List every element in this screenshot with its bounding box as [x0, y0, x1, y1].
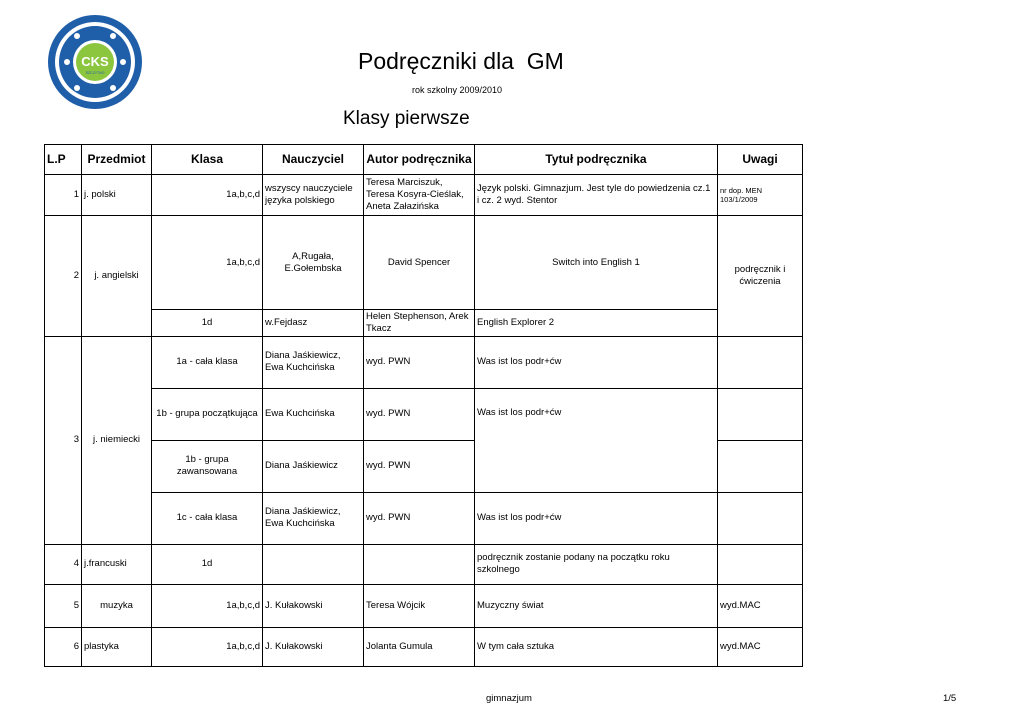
svg-text:CKS: CKS	[81, 54, 109, 69]
title-cell: Was ist los podr+ćw	[475, 492, 718, 544]
table-row	[45, 544, 803, 584]
table-row	[45, 175, 803, 216]
column-header: Tytuł podręcznika	[475, 145, 718, 175]
title-cell: English Explorer 2	[475, 310, 718, 337]
title-cell: W tym cała sztuka	[475, 627, 718, 666]
class-cell: 1b - grupa zawansowana	[152, 440, 263, 492]
lp-cell: 6	[45, 627, 82, 666]
class-cell: 1a,b,c,d	[152, 627, 263, 666]
class-cell: 1d	[152, 310, 263, 337]
footer-label: gimnazjum	[486, 693, 532, 704]
author-cell: wyd. PWN	[364, 492, 475, 544]
subject-cell: j. polski	[82, 175, 152, 216]
teacher-cell: Diana Jaśkiewicz, Ewa Kuchcińska	[263, 492, 364, 544]
author-cell: Teresa Marciszuk, Teresa Kosyra-Cieślak, Aneta Załazińska	[364, 175, 475, 216]
teacher-cell: Ewa Kuchcińska	[263, 388, 364, 440]
teacher-cell: A,Rugała, E.Gołembska	[263, 216, 364, 310]
column-header: Przedmiot	[82, 145, 152, 175]
notes-cell	[718, 388, 803, 440]
title-cell: Was ist los podr+ćw	[475, 388, 718, 492]
table-row	[45, 627, 803, 666]
title-cell: Język polski. Gimnazjum. Jest tyle do powiedzenia cz.1 i cz. 2 wyd. Stentor	[475, 175, 718, 216]
teacher-cell: wszyscy nauczyciele języka polskiego	[263, 175, 364, 216]
subject-cell: j.francuski	[82, 544, 152, 584]
teacher-cell: w.Fejdasz	[263, 310, 364, 337]
notes-cell: wyd.MAC	[718, 627, 803, 666]
table-row	[45, 388, 803, 440]
teacher-cell: J. Kułakowski	[263, 627, 364, 666]
notes-cell: wyd.MAC	[718, 584, 803, 627]
lp-cell: 3	[45, 336, 82, 544]
subject-cell: plastyka	[82, 627, 152, 666]
table-row	[45, 310, 803, 337]
school-year: rok szkolny 2009/2010	[412, 85, 503, 95]
textbook-table	[44, 144, 803, 667]
page-number: 1/5	[943, 693, 957, 704]
table-row	[45, 216, 803, 310]
title-cell: Switch into English 1	[475, 216, 718, 310]
lp-cell: 1	[45, 175, 82, 216]
author-cell: Teresa Wójcik	[364, 584, 475, 627]
subject-cell: j. niemiecki	[82, 336, 152, 544]
lp-cell: 2	[45, 216, 82, 337]
subject-cell: j. angielski	[82, 216, 152, 337]
notes-cell: nr dop. MEN 103/1/2009	[718, 175, 803, 216]
class-cell: 1a - cała klasa	[152, 336, 263, 388]
notes-cell	[718, 440, 803, 492]
subject-cell: muzyka	[82, 584, 152, 627]
author-cell: David Spencer	[364, 216, 475, 310]
notes-cell	[718, 544, 803, 584]
class-cell: 1a,b,c,d	[152, 584, 263, 627]
column-header: Autor podręcznika	[364, 145, 475, 175]
table-row	[45, 492, 803, 544]
teacher-cell	[263, 544, 364, 584]
class-cell: 1a,b,c,d	[152, 175, 263, 216]
author-cell: wyd. PWN	[364, 336, 475, 388]
notes-cell	[718, 336, 803, 388]
column-header: L.P	[45, 145, 82, 175]
class-cell: 1d	[152, 544, 263, 584]
column-header: Nauczyciel	[263, 145, 364, 175]
notes-cell	[718, 492, 803, 544]
cks-logo	[47, 14, 143, 110]
author-cell: Jolanta Gumula	[364, 627, 475, 666]
page-title: Podręczniki dla GM	[358, 48, 564, 74]
title-cell: Muzyczny świat	[475, 584, 718, 627]
notes-cell: podręcznik i ćwiczenia	[718, 216, 803, 337]
table-header-row	[45, 145, 803, 175]
lp-cell: 4	[45, 544, 82, 584]
table-row	[45, 336, 803, 388]
title-cell: podręcznik zostanie podany na początku roku szkolnego	[475, 544, 718, 584]
author-cell: wyd. PWN	[364, 440, 475, 492]
class-cell: 1b - grupa początkująca	[152, 388, 263, 440]
lp-cell: 5	[45, 584, 82, 627]
author-cell: wyd. PWN	[364, 388, 475, 440]
column-header: Uwagi	[718, 145, 803, 175]
author-cell	[364, 544, 475, 584]
teacher-cell: Diana Jaśkiewicz	[263, 440, 364, 492]
author-cell: Helen Stephenson, Arek Tkacz	[364, 310, 475, 337]
class-cell: 1c - cała klasa	[152, 492, 263, 544]
svg-text:SZCZYTNO: SZCZYTNO	[85, 71, 105, 75]
page-subtitle: Klasy pierwsze	[343, 108, 470, 129]
title-cell: Was ist los podr+ćw	[475, 336, 718, 388]
teacher-cell: J. Kułakowski	[263, 584, 364, 627]
column-header: Klasa	[152, 145, 263, 175]
teacher-cell: Diana Jaśkiewicz, Ewa Kuchcińska	[263, 336, 364, 388]
table-row	[45, 584, 803, 627]
class-cell: 1a,b,c,d	[152, 216, 263, 310]
